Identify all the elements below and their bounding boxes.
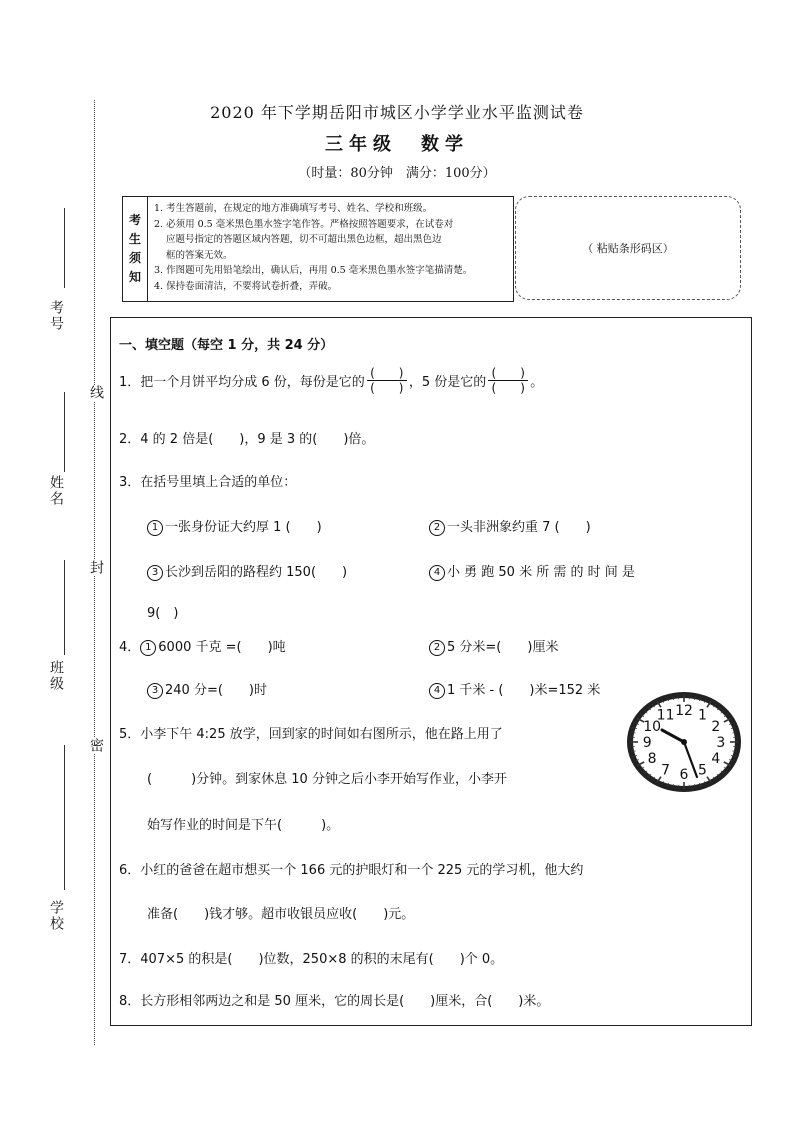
q1-text-c: 。 [530,375,544,390]
clock-number: 4 [711,751,721,767]
notice-item: 框的答案无效。 [166,249,233,261]
q3-item-text: 小 勇 跑 50 米 所 需 的 时 间 是 [447,565,635,580]
clock-number: 10 [643,719,662,735]
class-label: 班级 [48,660,64,692]
section-heading: 一、填空题（每空 1 分，共 24 分） [119,338,334,353]
denominator-blank[interactable]: ( ) [491,381,525,395]
q4-item-1 [119,636,286,656]
clock-number: 3 [716,735,726,751]
numerator-blank[interactable]: ( ) [367,366,407,381]
q4-item-text: 1 千米 - ( )米=152 米 [447,683,601,698]
circled-number: 4 [429,565,445,581]
notice-item: 3. 作图题可先用铅笔绘出，确认后，再用 0.5 毫米黑色墨水签字笔描清楚。 [154,265,473,276]
notice-item: 2. 必须用 0.5 毫米黑色墨水签字笔作答。严格按照答题要求，在试卷对 [154,218,454,230]
notice-label-char: 须 [128,251,141,265]
notice-item: 应题号指定的答题区域内答题，切不可超出黑色边框，超出黑色边 [166,234,442,245]
name-blank [64,392,65,472]
q3-item-text: 一头非洲象约重 7 ( ) [447,520,591,535]
denominator-blank[interactable]: ( ) [370,381,404,395]
circled-number: 1 [140,640,156,656]
exam-no-label: 考号 [48,300,64,332]
question-6-line2: 准备( )钱才够。超市收银员应收( )元。 [147,907,415,922]
question-2: 2．4 的 2 倍是( )，9 是 3 的( )倍。 [119,432,375,447]
circled-number: 4 [429,683,445,699]
notice-body [148,197,513,301]
q3-item-4-cont: 9( ) [147,606,179,621]
notice-label-char: 知 [128,270,141,284]
barcode-area [515,196,741,300]
question-1 [119,366,543,395]
circled-number: 2 [429,520,445,536]
candidate-notice-box [122,196,514,302]
circled-number: 3 [147,683,163,699]
mark-line: 线 [88,385,104,401]
q3-item-2 [429,516,591,536]
question-5-line3: 始写作业的时间是下午( )。 [147,818,340,833]
q4-item-3 [147,679,267,699]
clock-number: 7 [661,762,671,779]
q3-item-text: 一张身份证大约厚 1 ( ) [165,520,322,535]
q3-item-text: 长沙到岳阳的路程约 150( ) [165,565,348,580]
clock-icon [624,690,744,794]
notice-label-char: 考 [128,213,141,227]
name-label: 姓名 [48,475,64,507]
clock-center [681,739,687,745]
fraction-blank-2[interactable] [488,366,528,395]
school-label: 学校 [48,900,64,932]
notice-item: 4. 保持卷面清洁，不要将试卷折叠，弄破。 [154,280,338,292]
circled-number: 2 [429,640,445,656]
school-blank [64,745,65,890]
circled-number: 1 [147,520,163,536]
exam-title: 2020 年下学期岳阳市城区小学学业水平监测试卷 [210,103,584,122]
question-3: 3．在括号里填上合适的单位： [119,475,297,490]
q3-item-4 [429,561,635,581]
clock-number: 2 [711,719,721,735]
question-8: 8．长方形相邻两边之和是 50 厘米，它的周长是( )厘米，合( )米。 [119,994,550,1009]
exam-subtitle: 三年级 数学 [325,134,469,155]
class-blank [64,560,65,655]
circled-number: 3 [147,565,163,581]
clock-number: 12 [675,703,693,719]
numerator-blank[interactable]: ( ) [488,366,528,381]
q4-item-2 [429,636,558,656]
clock-number: 1 [697,707,707,724]
answer-region [110,317,752,1026]
question-5-line1: 5．小李下午 4:25 放学，回到家的时间如右图所示，他在路上用了 [119,727,503,742]
q4-item-text: 6000 千克 =( )吨 [158,640,286,655]
mark-seal: 封 [88,560,104,576]
notice-label [123,197,148,301]
q3-item-3 [147,561,347,581]
barcode-label: （ 粘贴条形码区） [582,242,674,255]
mark-secret: 密 [88,738,104,754]
exam-time-info: （时量：80分钟 满分：100分） [298,166,496,181]
clock-number: 11 [656,707,675,724]
q4-number: 4． [119,640,141,655]
q4-item-4 [429,679,600,699]
clock-number: 9 [642,735,652,751]
question-5-line2: ( )分钟。到家休息 10 分钟之后小李开始写作业，小李开 [147,772,507,787]
q3-item-1 [147,516,322,536]
notice-label-char: 生 [128,232,141,246]
notice-item: 1. 考生答题前，在规定的地方准确填写考号、姓名、学校和班级。 [154,203,433,214]
clock-number: 6 [679,767,689,783]
clock-number: 5 [697,762,707,779]
exam-no-blank [64,208,65,288]
clock-number: 8 [647,751,657,767]
q4-item-text: 240 分=( )时 [165,683,267,698]
question-7: 7．407×5 的积是( )位数，250×8 的积的末尾有( )个 0。 [119,952,504,967]
fraction-blank-1[interactable] [367,366,407,395]
q1-text-a: 1．把一个月饼平均分成 6 份，每份是它的 [119,375,365,390]
q4-item-text: 5 分米=( )厘米 [447,640,559,655]
question-6-line1: 6．小红的爸爸在超市想买一个 166 元的护眼灯和一个 225 元的学习机，他大约 [119,863,584,878]
q1-text-b: ，5 份是它的 [408,375,487,390]
